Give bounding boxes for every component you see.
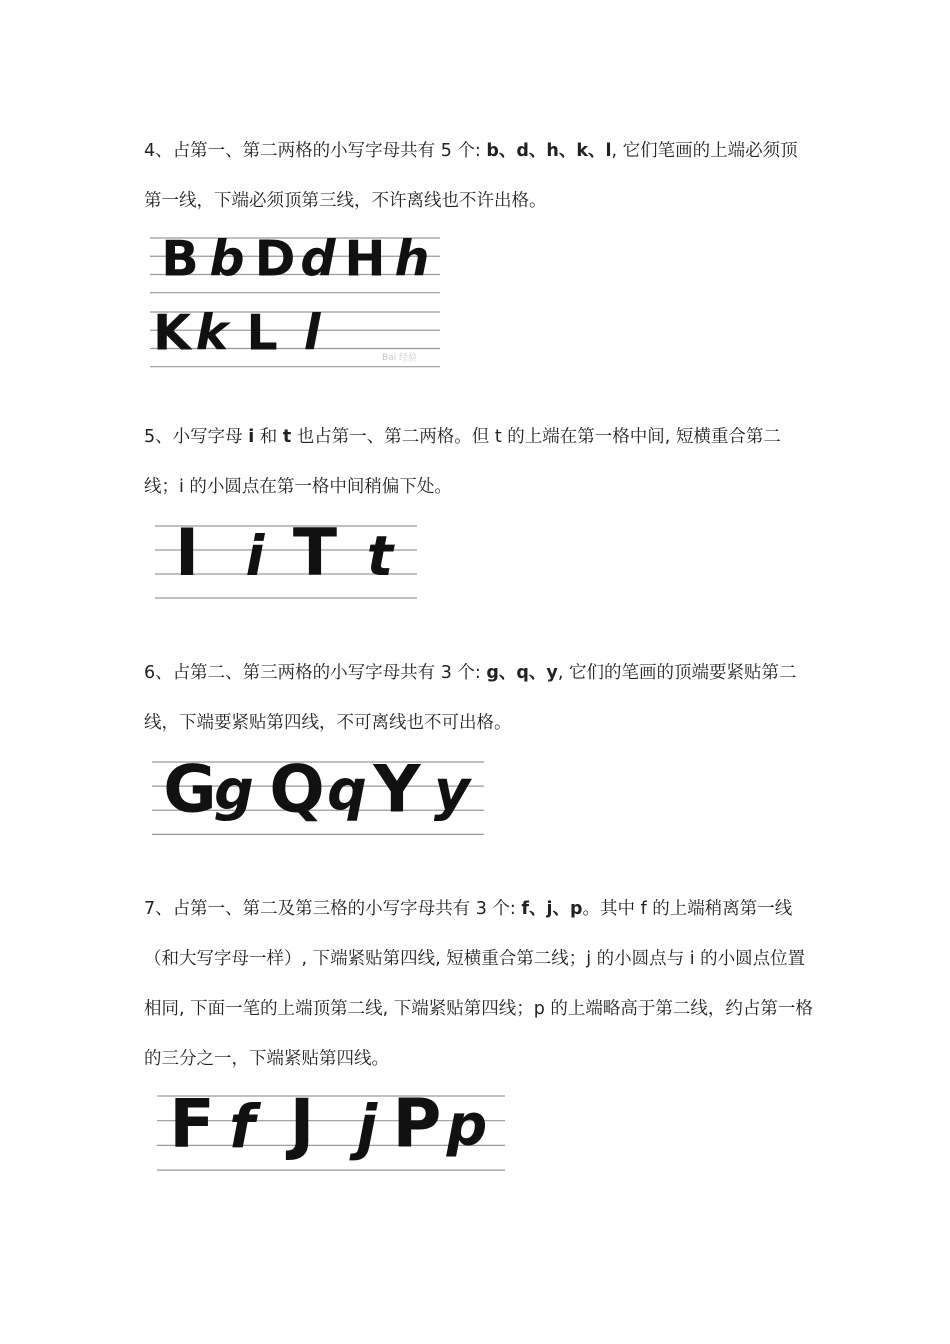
letter-upper-b: B	[161, 229, 199, 288]
letter-upper-f: F	[169, 1084, 215, 1163]
bold-letters: b、d、h、k、l	[486, 141, 612, 161]
text-span: 5、小写字母	[144, 427, 249, 447]
text-span: , 它们的笔画的顶端要紧贴第二线，下端要紧贴第四线，不可离线也不可出格。	[144, 663, 797, 733]
paragraph-section-7	[144, 884, 814, 1084]
letter-row-5	[155, 518, 417, 624]
letter-lower-q: q	[327, 758, 367, 824]
letter-lower-y: y	[433, 758, 471, 824]
bold-letters: f、j、p	[521, 899, 583, 919]
text-span: 也占第一、第二两格。但 t 的上端在第一格中间, 短横重合第二线；i 的小圆点在第一格中间稍偏下处。	[144, 427, 781, 497]
letter-upper-g: G	[163, 752, 217, 828]
letter-upper-p: P	[392, 1084, 442, 1163]
text-span: 4、占第一、第二两格的小写字母共有 5 个:	[144, 141, 487, 161]
letter-upper-k: K	[152, 303, 192, 362]
text-span: 。其中 f 的上端稍离第一线（和大写字母一样）, 下端紧贴第四线, 短横重合第二线；j 的小圆点与 i 的小圆点位置相同, 下面一笔的上端顶第二线, 下端紧贴第四线；p 的上端略高于第二线，约占第一格的三分之一，下端紧贴第四线。	[144, 899, 813, 1069]
bold-letters: t	[282, 427, 292, 447]
letter-upper-q: Q	[269, 752, 325, 828]
letter-upper-y: Y	[373, 752, 421, 828]
bold-letters: i	[248, 427, 255, 447]
paragraph-section-5	[144, 412, 814, 512]
letter-lower-l: l	[303, 303, 321, 362]
letter-lower-g: g	[214, 758, 254, 824]
bold-letters: g、q、y	[486, 663, 558, 683]
text-span: 6、占第二、第三两格的小写字母共有 3 个:	[144, 663, 487, 683]
letter-lower-f: f	[229, 1092, 255, 1162]
letter-upper-l: L	[246, 303, 278, 362]
paragraph-section-6	[144, 648, 814, 748]
letter-lower-d: d	[300, 229, 336, 288]
text-span: 和	[254, 427, 283, 447]
letter-row-7	[157, 1084, 505, 1182]
letter-row-6	[152, 752, 484, 846]
letter-lower-p: p	[446, 1092, 488, 1159]
letter-upper-d: D	[254, 229, 296, 288]
letter-lower-k: k	[195, 303, 229, 362]
paragraph-section-4	[144, 126, 814, 226]
letter-upper-h: H	[344, 229, 386, 288]
letter-lower-b: b	[209, 229, 245, 288]
four-line-grid	[155, 518, 417, 624]
watermark-logo: Bai 经验	[382, 353, 418, 363]
letter-row-4a	[150, 229, 440, 302]
letter-upper-j: J	[289, 1084, 315, 1163]
letter-upper-i: I	[174, 516, 200, 591]
four-line-grid	[150, 229, 440, 302]
letter-lower-h: h	[394, 229, 430, 288]
letter-upper-t: T	[292, 516, 338, 591]
letter-lower-j: j	[356, 1092, 378, 1162]
letter-lower-i: i	[245, 525, 265, 589]
text-span: 7、占第一、第二及第三格的小写字母共有 3 个:	[144, 899, 522, 919]
four-line-grid	[152, 752, 484, 846]
letter-lower-t: t	[366, 525, 394, 589]
letter-row-4b	[150, 303, 440, 376]
text-span: , 它们笔画的上端必须顶第一线，下端必须顶第三线，不许离线也不许出格。	[144, 141, 798, 211]
four-line-grid	[157, 1084, 505, 1182]
four-line-grid	[150, 303, 440, 376]
